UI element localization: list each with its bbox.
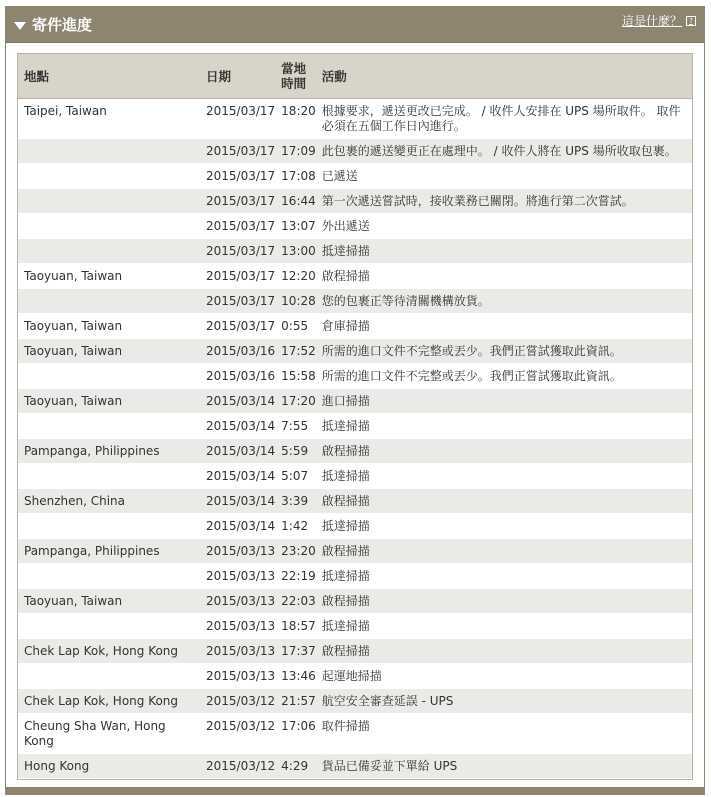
cell-activity: 所需的進口文件不完整或丟少。我們正嘗試獲取此資訊。 (321, 369, 622, 383)
cell-time: 17:09 (281, 144, 316, 158)
cell-time: 15:58 (281, 369, 316, 383)
cell-activity: 啟程掃描 (321, 644, 370, 658)
cell-date: 2015/03/14 (206, 494, 276, 508)
table-row (18, 314, 692, 339)
cell-time: 18:20 (281, 104, 316, 118)
panel-toggle[interactable] (14, 14, 92, 35)
cell-location (18, 464, 200, 489)
cell-date: 2015/03/17 (206, 319, 276, 333)
table-row (18, 289, 692, 314)
cell-location (18, 414, 200, 439)
cell-location: Taoyuan, Taiwan (24, 344, 123, 358)
cell-location: Hong Kong (24, 759, 90, 773)
cell-date: 2015/03/13 (206, 619, 276, 633)
cell-location (18, 289, 200, 314)
cell-location: Taoyuan, Taiwan (24, 594, 123, 608)
cell-location (18, 514, 200, 539)
cell-location: Taoyuan, Taiwan (24, 319, 123, 333)
cell-date: 2015/03/17 (206, 219, 276, 233)
table-row (18, 754, 692, 779)
table-header-row (18, 54, 692, 99)
column-header-date: 日期 (200, 54, 275, 99)
table-row (18, 639, 692, 664)
column-header-time-line2: 時間 (281, 76, 307, 91)
cell-date: 2015/03/16 (206, 344, 276, 358)
table-row (18, 214, 692, 239)
cell-location: Chek Lap Kok, Hong Kong (24, 694, 179, 708)
cell-time: 17:06 (281, 719, 316, 733)
cell-activity: 抵達掃描 (321, 619, 370, 633)
table-row (18, 564, 692, 589)
table-row (18, 139, 692, 164)
panel-title: 寄件進度 (32, 16, 93, 34)
cell-time: 12:20 (281, 269, 316, 283)
cell-activity: 外出遞送 (321, 219, 370, 233)
cell-date: 2015/03/17 (206, 169, 276, 183)
cell-time: 7:55 (281, 419, 309, 433)
cell-activity: 啟程掃描 (321, 594, 370, 608)
cell-location (18, 214, 200, 239)
cell-time: 1:42 (281, 519, 309, 533)
cell-location: Taoyuan, Taiwan (24, 269, 123, 283)
cell-location (18, 189, 200, 214)
cell-time: 3:39 (281, 494, 309, 508)
cell-date: 2015/03/13 (206, 569, 276, 583)
cell-location (18, 564, 200, 589)
cell-location (18, 239, 200, 264)
cell-date: 2015/03/13 (206, 644, 276, 658)
table-row (18, 189, 692, 214)
cell-activity: 已遞送 (321, 169, 358, 183)
table-row (18, 714, 692, 754)
cell-time: 5:59 (281, 444, 309, 458)
help-link[interactable] (622, 12, 696, 29)
cell-location (18, 164, 200, 189)
help-link-label: 這是什麼？ (621, 14, 682, 28)
table-row (18, 689, 692, 714)
cell-date: 2015/03/17 (206, 244, 276, 258)
cell-time: 22:03 (281, 594, 316, 608)
cell-time: 5:07 (281, 469, 309, 483)
cell-time: 17:20 (281, 394, 316, 408)
cell-time: 22:19 (281, 569, 316, 583)
cell-activity: 此包裹的遞送變更正在處理中。 / 收件人將在 UPS 場所收取包裹。 (321, 144, 677, 158)
cell-time: 0:55 (281, 319, 309, 333)
cell-time: 17:52 (281, 344, 316, 358)
cell-date: 2015/03/12 (206, 719, 276, 733)
cell-date: 2015/03/13 (206, 544, 276, 558)
cell-date: 2015/03/13 (206, 669, 276, 683)
cell-time: 13:00 (281, 244, 316, 258)
cell-location: Shenzhen, China (24, 494, 126, 508)
table-row (18, 589, 692, 614)
cell-activity: 取件掃描 (321, 719, 370, 733)
cell-location: Taoyuan, Taiwan (24, 394, 123, 408)
cell-date: 2015/03/16 (206, 369, 276, 383)
table-row (18, 664, 692, 689)
cell-location: Cheung Sha Wan, Hong Kong (24, 719, 166, 748)
shipment-progress-panel (5, 6, 705, 794)
table-row (18, 364, 692, 389)
cell-time: 17:08 (281, 169, 316, 183)
cell-activity: 航空安全審查延誤 - UPS (321, 694, 454, 708)
cell-activity: 所需的進口文件不完整或丟少。我們正嘗試獲取此資訊。 (321, 344, 622, 358)
cell-location (18, 139, 200, 164)
cell-activity: 根據要求，遞送更改已完成。 / 收件人安排在 UPS 場所取件。 取件必須在五個工作日內進行。 (321, 104, 681, 133)
table-row (18, 539, 692, 564)
cell-time: 16:44 (281, 194, 316, 208)
column-header-time-line1: 當地 (281, 61, 307, 76)
table-row (18, 339, 692, 364)
table-row (18, 464, 692, 489)
cell-date: 2015/03/12 (206, 694, 276, 708)
table-row (18, 239, 692, 264)
cell-date: 2015/03/17 (206, 269, 276, 283)
cell-activity: 倉庫掃描 (321, 319, 370, 333)
cell-date: 2015/03/14 (206, 469, 276, 483)
cell-time: 13:07 (281, 219, 316, 233)
table-row (18, 489, 692, 514)
table-row (18, 99, 692, 139)
cell-activity: 抵達掃描 (321, 569, 370, 583)
cell-location: Chek Lap Kok, Hong Kong (24, 644, 179, 658)
table-row (18, 264, 692, 289)
cell-location: Pampanga, Philippines (24, 444, 160, 458)
cell-location (18, 364, 200, 389)
cell-location: Pampanga, Philippines (24, 544, 160, 558)
cell-time: 10:28 (281, 294, 316, 308)
cell-activity: 啟程掃描 (321, 494, 370, 508)
table-row (18, 514, 692, 539)
cell-time: 21:57 (281, 694, 316, 708)
column-header-activity: 活動 (316, 54, 692, 99)
cell-activity: 貨品已備妥並下單給 UPS (321, 759, 458, 773)
table-row (18, 414, 692, 439)
cell-date: 2015/03/14 (206, 519, 276, 533)
table-row (18, 614, 692, 639)
tracking-rows (18, 99, 692, 779)
cell-date: 2015/03/17 (206, 294, 276, 308)
cell-activity: 抵達掃描 (321, 469, 370, 483)
cell-date: 2015/03/14 (206, 419, 276, 433)
caret-down-icon (14, 22, 26, 30)
cell-date: 2015/03/12 (206, 759, 276, 773)
cell-activity: 啟程掃描 (321, 544, 370, 558)
panel-footer-bar (5, 787, 705, 795)
cell-activity: 起運地掃描 (321, 669, 382, 683)
column-header-location: 地點 (18, 54, 200, 99)
table-row (18, 389, 692, 414)
cell-activity: 抵達掃描 (321, 419, 370, 433)
cell-time: 23:20 (281, 544, 316, 558)
column-header-local-time (275, 54, 316, 99)
cell-activity: 進口掃描 (321, 394, 370, 408)
cell-activity: 啟程掃描 (321, 269, 370, 283)
table-row (18, 439, 692, 464)
cell-activity: 您的包裹正等待清關機構放貨。 (321, 294, 490, 308)
cell-date: 2015/03/17 (206, 104, 276, 118)
cell-date: 2015/03/14 (206, 444, 276, 458)
cell-location (18, 614, 200, 639)
cell-time: 4:29 (281, 759, 309, 773)
table-row (18, 164, 692, 189)
cell-location (18, 664, 200, 689)
cell-time: 18:57 (281, 619, 316, 633)
cell-location: Taipei, Taiwan (24, 104, 107, 118)
help-icon: ? (686, 16, 696, 26)
cell-activity: 第一次遞送嘗試時，接收業務已關閉。將進行第二次嘗試。 (321, 194, 634, 208)
cell-date: 2015/03/14 (206, 394, 276, 408)
cell-activity: 抵達掃描 (321, 244, 370, 258)
cell-activity: 抵達掃描 (321, 519, 370, 533)
cell-date: 2015/03/17 (206, 194, 276, 208)
panel-header (6, 7, 704, 43)
cell-date: 2015/03/13 (206, 594, 276, 608)
tracking-table (17, 53, 693, 780)
cell-time: 17:37 (281, 644, 316, 658)
cell-date: 2015/03/17 (206, 144, 276, 158)
cell-time: 13:46 (281, 669, 316, 683)
cell-activity: 啟程掃描 (321, 444, 370, 458)
